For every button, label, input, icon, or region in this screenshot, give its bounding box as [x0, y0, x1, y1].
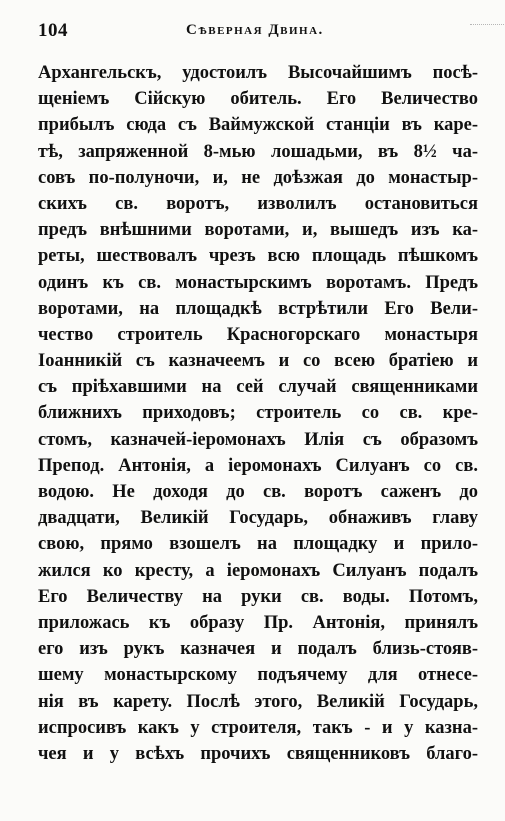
text-line: водою. Не доходя до св. воротъ саженъ до [38, 482, 478, 502]
text-line: воротами, на площадкѣ встрѣтили Его Вели- [38, 298, 478, 319]
text-line: прибылъ сюда съ Ваймужской станціи въ каре- [38, 115, 478, 136]
text-line: приложась къ образу Пр. Антонія, принялъ [38, 612, 478, 633]
text-line: тѣ, запряженной 8-мью лошадьми, въ 8½ ча- [38, 141, 478, 162]
text-line: предъ внѣшними воротами, и, вышедъ изъ ка- [38, 220, 478, 241]
text-line: ближнихъ приходовъ; строитель со св. кре- [38, 403, 478, 424]
text-line: съ пріѣхавшими на сей случай священниками [38, 377, 478, 398]
text-line: его изъ рукъ казначея и подалъ близь-стояв- [38, 639, 478, 660]
scan-mark [470, 24, 505, 29]
text-line: двадцати, Великій Государь, обнаживъ главу [38, 508, 478, 529]
text-line: одинъ къ св. монастырскимъ воротамъ. Предъ [38, 272, 478, 293]
text-line: чея и у всѣхъ прочихъ священниковъ благо- [38, 743, 478, 764]
running-title: Сѣверная Двина. [186, 22, 324, 38]
text-line: нія въ карету. Послѣ этого, Великій Государь, [38, 691, 478, 712]
text-line: щеніемъ Сійскую обитель. Его Величество [38, 89, 478, 110]
text-line: Іоанникій съ казначеемъ и со всею братіею и [38, 351, 478, 372]
page-header [38, 20, 478, 46]
text-line: жился ко кресту, а іеромонахъ Силуанъ подалъ [38, 560, 478, 581]
text-line: реты, шествовалъ чрезъ всю площадь пѣшкомъ [38, 246, 478, 267]
text-line: стомъ, казначей-іеромонахъ Илія съ образомъ [38, 429, 478, 450]
text-line: Архангельскъ, удостоилъ Высочайшимъ посѣ- [38, 63, 478, 83]
text-line: шему монастырскому подъячему для отнесе- [38, 665, 478, 686]
body-text [38, 60, 478, 767]
page-number: 104 [38, 20, 68, 41]
text-line: Препод. Антонія, а іеромонахъ Силуанъ со св. [38, 455, 478, 476]
text-line: совъ по-полуночи, и, не доѣзжая до монастыр- [38, 167, 478, 188]
text-line: скихъ св. воротъ, изволилъ остановиться [38, 193, 478, 214]
text-line: свою, прямо взошелъ на площадку и прило- [38, 534, 478, 555]
text-line: чество строитель Красногорскаго монастыря [38, 324, 478, 345]
text-line: испросивъ какъ у строителя, такъ - и у казна- [38, 717, 478, 738]
text-line: Его Величеству на руки св. воды. Потомъ, [38, 586, 478, 607]
